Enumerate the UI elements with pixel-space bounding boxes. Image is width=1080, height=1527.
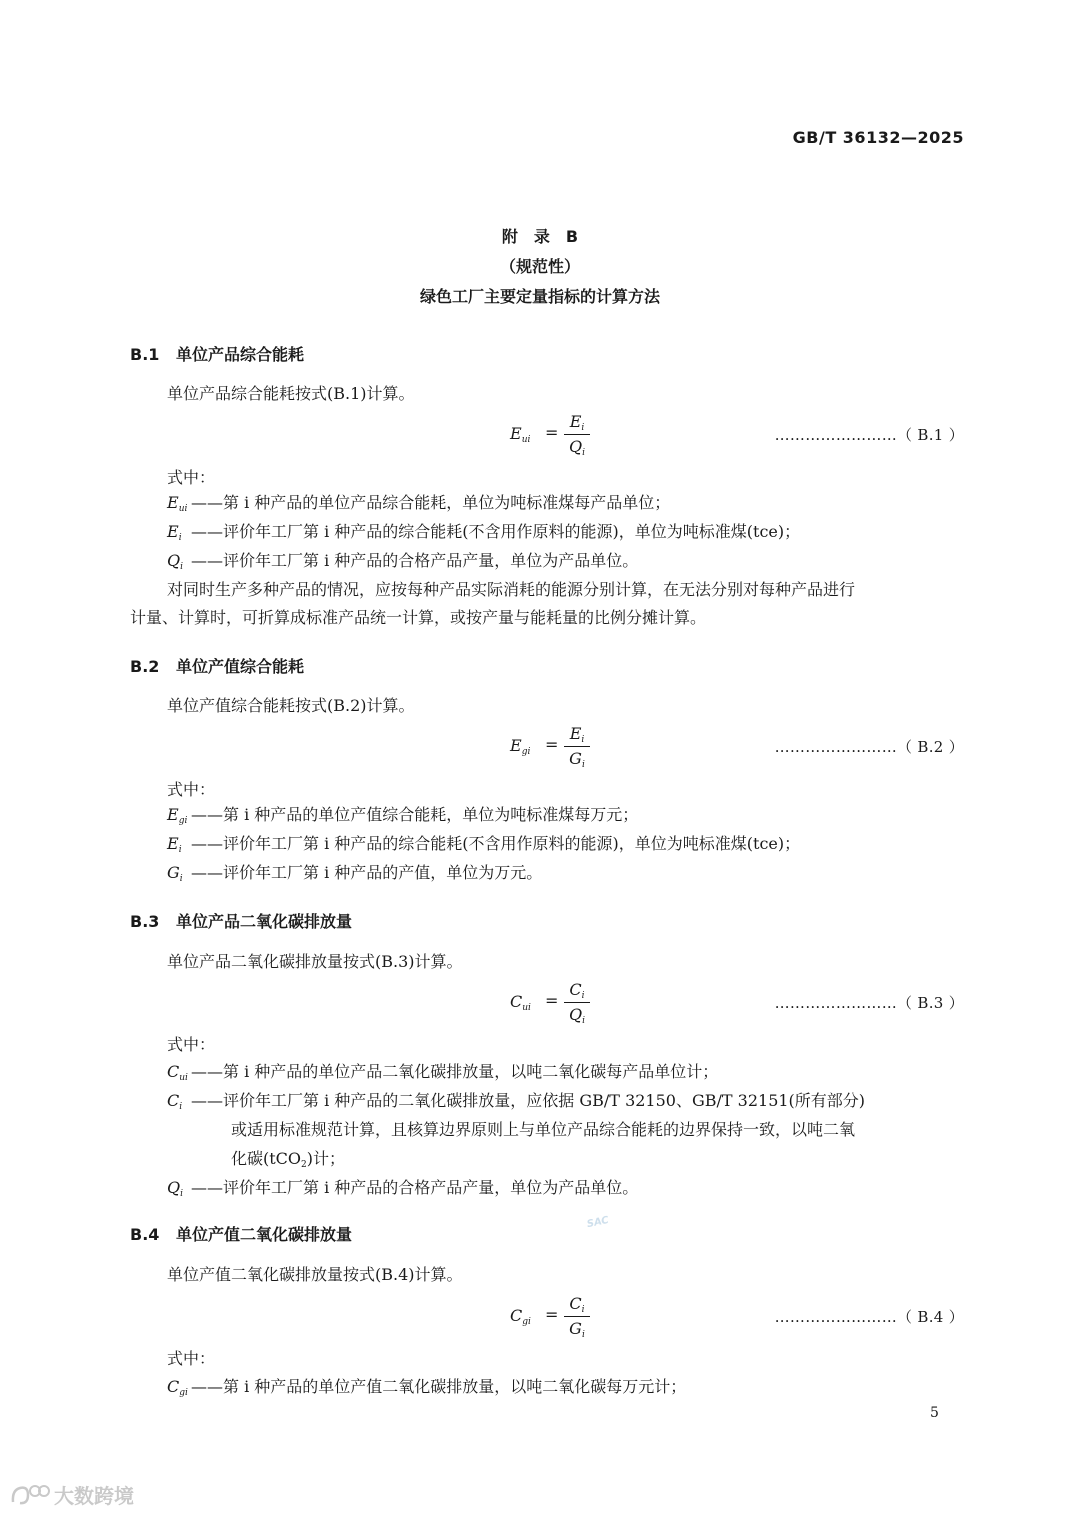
fraction	[564, 412, 590, 458]
sac-watermark-logo: SAC	[585, 1214, 610, 1231]
definition-item: $E_i$ ——评价年工厂第 i 种产品的综合能耗(不含用作原料的能源)，单位为吨标准煤(tce)；	[167, 522, 801, 543]
brand-watermark	[10, 1480, 134, 1509]
formula-b2	[510, 724, 590, 770]
appendix-nature: （规范性）	[499, 257, 580, 276]
formula-intro-b3: 单位产品二氧化碳排放量按式(B.3)计算。	[167, 952, 463, 971]
section-number: B.3	[130, 912, 160, 931]
definition-item: $Q_i$ ——评价年工厂第 i 种产品的合格产品产量，单位为产品单位。	[167, 1178, 639, 1199]
formula-b1	[510, 412, 590, 458]
appendix-label: 附 录 B	[501, 227, 579, 246]
appendix-title: 绿色工厂主要定量指标的计算方法	[419, 287, 660, 306]
numerator: $C_i$	[569, 980, 585, 1001]
brand-logo-icon	[10, 1482, 50, 1508]
fraction-bar	[564, 434, 590, 435]
definition-continuation: 化碳(tCO$_2$)计；	[231, 1149, 346, 1170]
definition-item: $Q_i$ ——评价年工厂第 i 种产品的合格产品产量，单位为产品单位。	[167, 551, 639, 572]
section-heading-b2	[130, 654, 304, 677]
page-number: 5	[930, 1405, 939, 1421]
definition-continuation: 或适用标准规范计算，且核算边界原则上与单位产品综合能耗的边界保持一致，以吨二氧	[231, 1120, 856, 1139]
fraction-bar	[564, 1316, 590, 1317]
where-label: 式中：	[167, 1349, 216, 1368]
equation-number-b2: ……………………（ B.2 ）	[774, 738, 964, 756]
section-title: 单位产值二氧化碳排放量	[176, 1225, 353, 1244]
formula-lhs: $C_{gi}$	[510, 1306, 531, 1327]
section-heading-b4	[130, 1222, 352, 1245]
section-heading-b3	[130, 909, 352, 932]
equation-number-b1: ……………………（ B.1 ）	[774, 426, 964, 444]
formula-lhs: $C_{ui}$	[510, 992, 531, 1013]
equation-number-b3: ……………………（ B.3 ）	[774, 994, 964, 1012]
note-paragraph: 对同时生产多种产品的情况，应按每种产品实际消耗的能源分别计算，在无法分别对每种产品进行	[167, 580, 856, 599]
section-title: 单位产品二氧化碳排放量	[176, 912, 353, 931]
brand-watermark-text: 大数跨境	[54, 1484, 134, 1508]
denominator: $G_i$	[569, 749, 585, 770]
formula-intro-b1: 单位产品综合能耗按式(B.1)计算。	[167, 384, 415, 403]
numerator: $E_i$	[569, 412, 585, 433]
fraction	[564, 1294, 590, 1340]
equals-sign: =	[545, 735, 559, 754]
section-title: 单位产品综合能耗	[176, 345, 305, 364]
formula-intro-b2: 单位产值综合能耗按式(B.2)计算。	[167, 696, 415, 715]
formula-lhs: $E_{gi}$	[510, 736, 531, 757]
equals-sign: =	[545, 423, 559, 442]
standard-number: GB/T 36132—2025	[792, 128, 964, 147]
where-label: 式中：	[167, 468, 216, 487]
numerator: $C_i$	[569, 1294, 585, 1315]
definition-item: $E_i$ ——评价年工厂第 i 种产品的综合能耗(不含用作原料的能源)，单位为吨标准煤(tce)；	[167, 834, 801, 855]
section-title: 单位产值综合能耗	[176, 657, 305, 676]
section-number: B.4	[130, 1225, 160, 1244]
fraction	[564, 724, 590, 770]
definition-item: $E_{ui}$ ——第 i 种产品的单位产品综合能耗，单位为吨标准煤每产品单位；	[167, 493, 671, 514]
denominator: $G_i$	[569, 1319, 585, 1340]
formula-b4	[510, 1294, 590, 1340]
where-label: 式中：	[167, 780, 216, 799]
fraction-bar	[564, 1002, 590, 1003]
section-number: B.2	[130, 657, 160, 676]
formula-b3	[510, 980, 590, 1026]
numerator: $E_i$	[569, 724, 585, 745]
note-paragraph-cont: 计量、计算时，可折算成标准产品统一计算，或按产量与能耗量的比例分摊计算。	[130, 608, 707, 627]
equals-sign: =	[545, 991, 559, 1010]
definition-item: $E_{gi}$ ——第 i 种产品的单位产值综合能耗，单位为吨标准煤每万元；	[167, 805, 639, 826]
fraction-bar	[564, 746, 590, 747]
equals-sign: =	[545, 1305, 559, 1324]
fraction	[564, 980, 590, 1026]
where-label: 式中：	[167, 1035, 216, 1054]
formula-lhs: $E_{ui}$	[510, 424, 531, 445]
equation-number-b4: ……………………（ B.4 ）	[774, 1308, 964, 1326]
section-heading-b1	[130, 342, 304, 365]
section-number: B.1	[130, 345, 160, 364]
denominator: $Q_i$	[568, 1005, 585, 1026]
definition-item: $G_i$ ——评价年工厂第 i 种产品的产值，单位为万元。	[167, 863, 543, 884]
definition-item: $C_{ui}$ ——第 i 种产品的单位产品二氧化碳排放量，以吨二氧化碳每产品单位计；	[167, 1062, 719, 1083]
definition-item: $C_{gi}$ ——第 i 种产品的单位产值二氧化碳排放量，以吨二氧化碳每万元计；	[167, 1377, 687, 1398]
denominator: $Q_i$	[568, 437, 585, 458]
formula-intro-b4: 单位产值二氧化碳排放量按式(B.4)计算。	[167, 1265, 463, 1284]
definition-item: $C_i$ ——评价年工厂第 i 种产品的二氧化碳排放量，应依据 GB/T 32150、GB/T 32151(所有部分)	[167, 1091, 866, 1112]
